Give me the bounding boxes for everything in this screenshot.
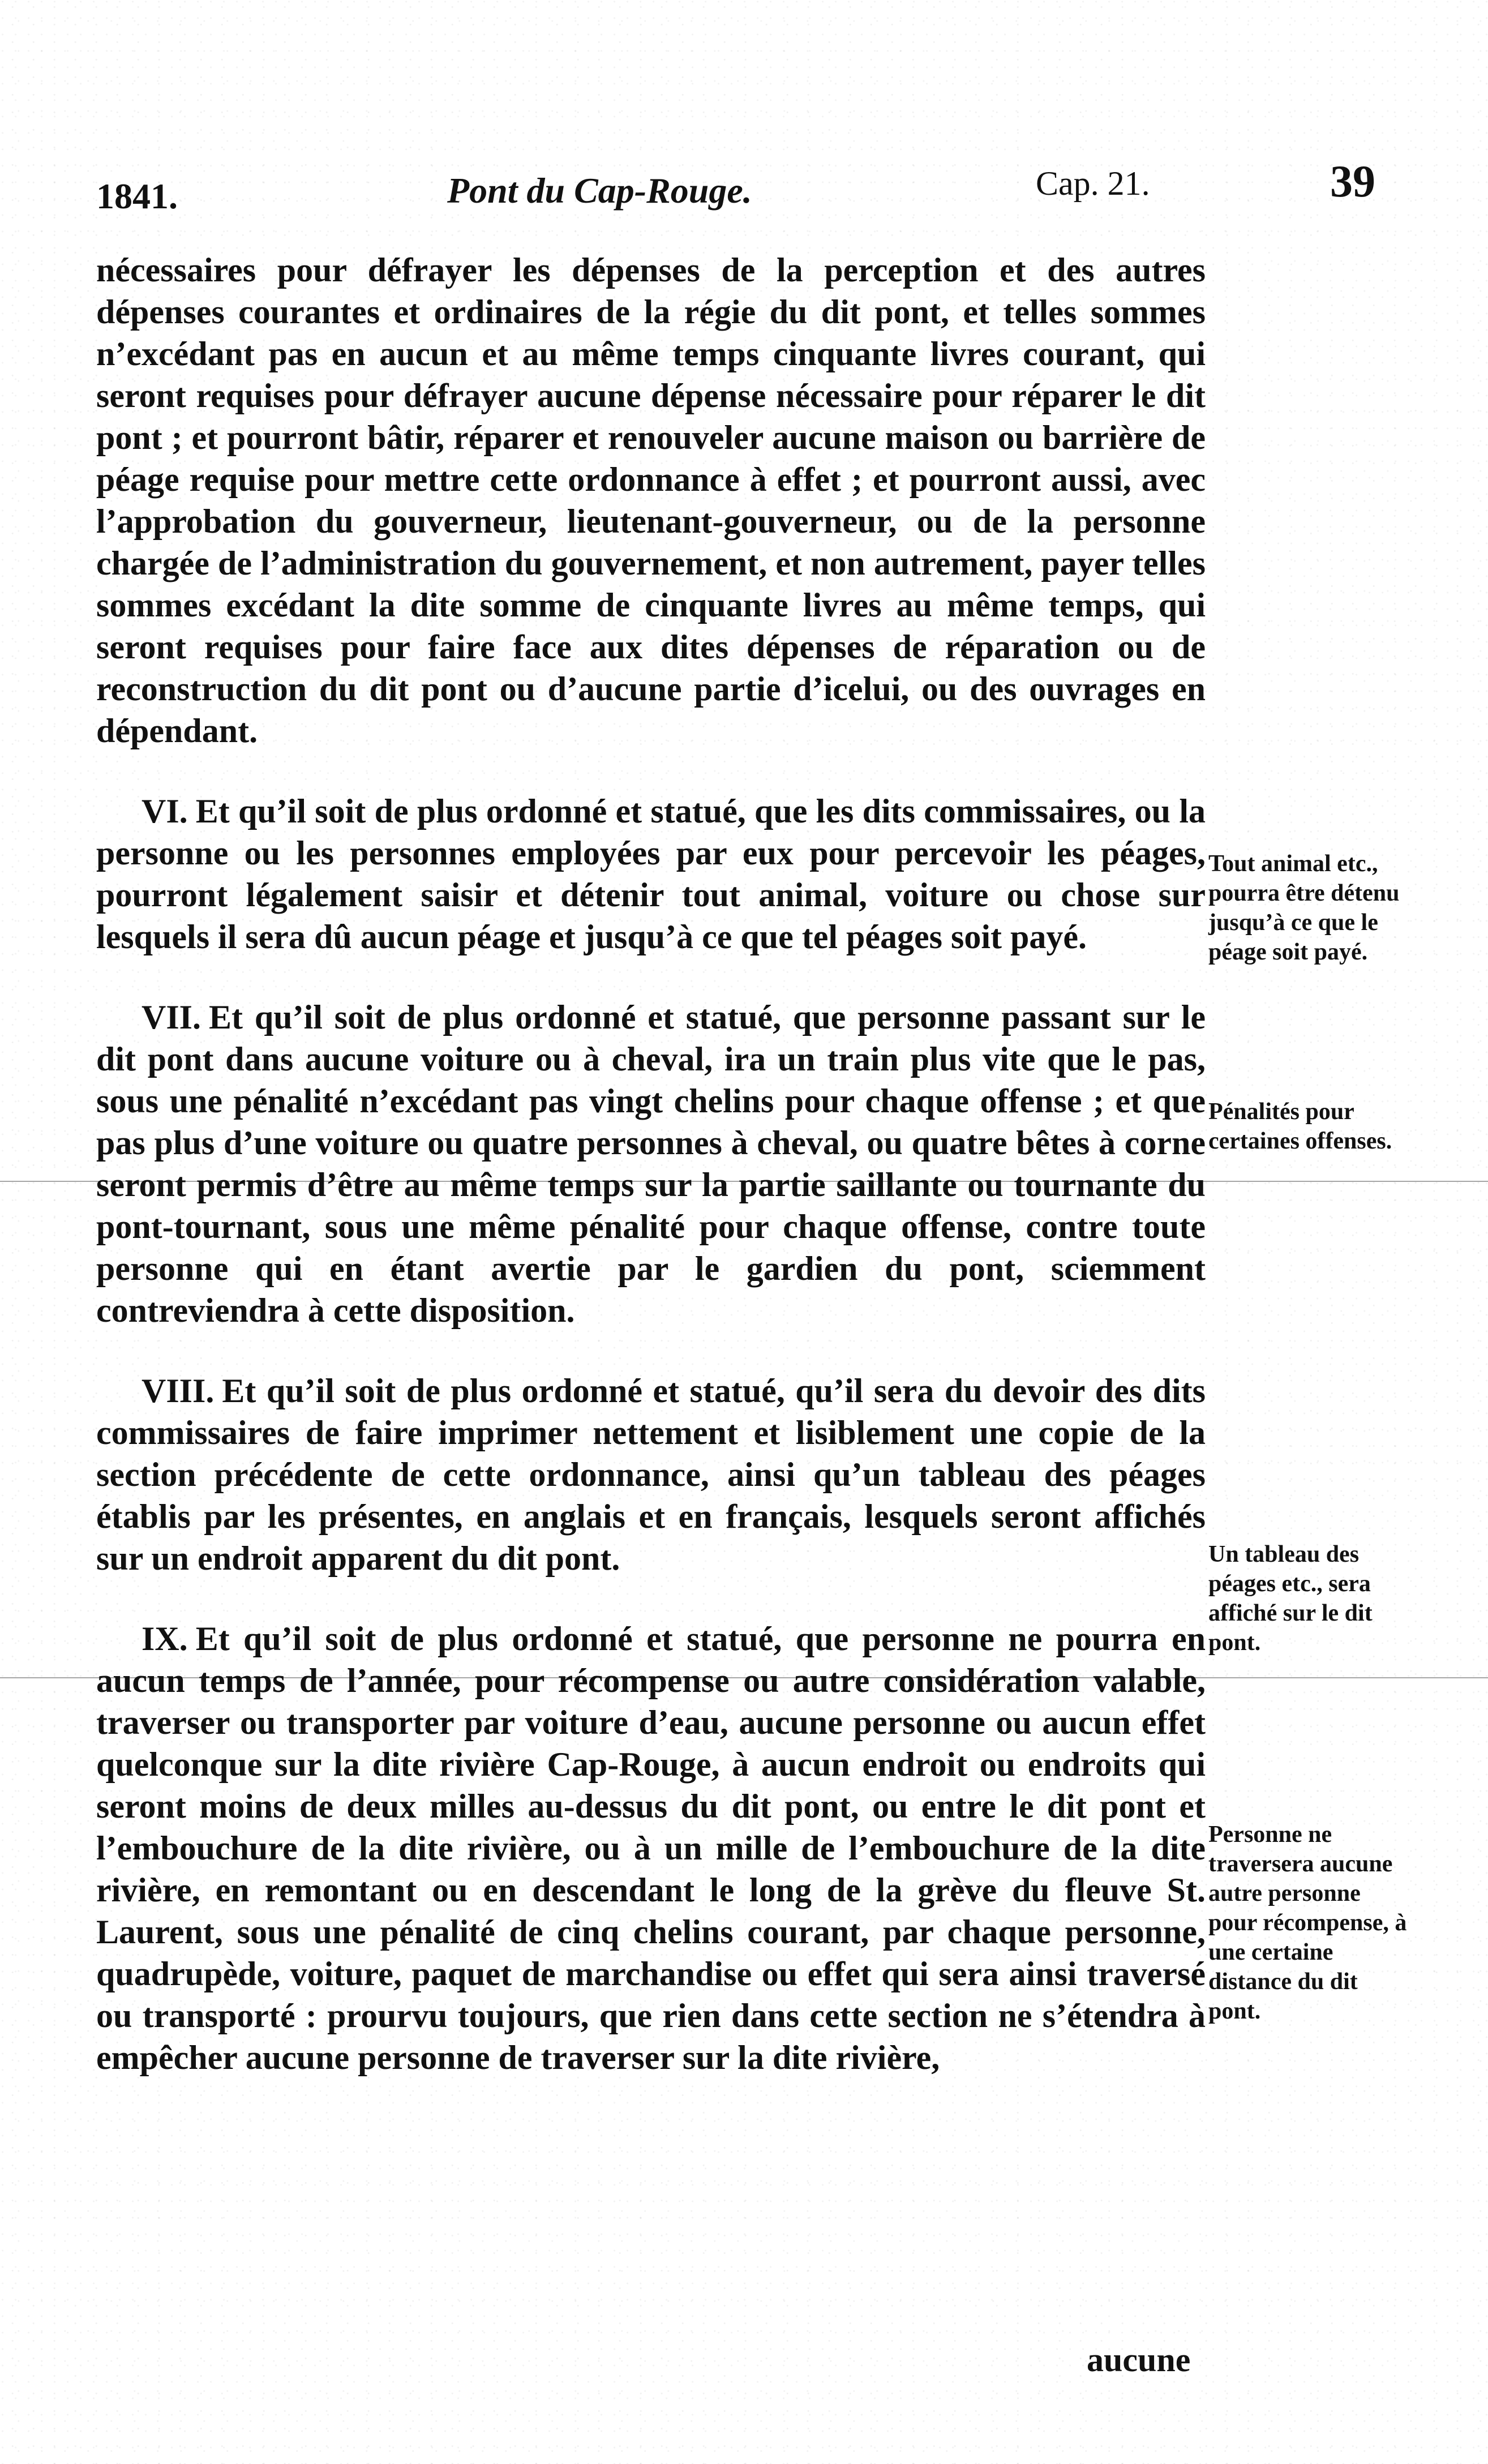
- section-number: IX.: [141, 1620, 188, 1657]
- margin-note-section-9: Personne ne traversera aucune autre personne pour récompense, à une certaine distance du dit pont.: [1208, 1822, 1407, 2024]
- section-number: VII.: [141, 999, 201, 1036]
- section-ix: [96, 1618, 1206, 2079]
- section-number: VI.: [141, 792, 188, 830]
- paragraph-text: Et qu’il soit de plus ordonné et statué, que personne passant sur le dit pont dans aucune voiture ou à cheval, ira un train plus vite que le pas, sous une pénalité n’excédant pas vingt chelins pour chaque offense ; et que pas plus d’une voiture ou quatre personnes à cheval, ou quatre bêtes à corne seront permis d’être au même temps sur la partie saillante ou tournante du pont-tournant, sous une même pénalité pour chaque offense, contre toute personne qui en étant avertie par le gardien du pont, sciemment contreviendra à cette disposition.: [96, 999, 1206, 1329]
- margin-note-section-6: Tout animal etc., pourra être détenu jusqu’à ce que le péage soit payé.: [1208, 851, 1400, 965]
- margin-note-section-7: Pénalités pour certaines offenses.: [1208, 1099, 1392, 1154]
- paragraph-text: Et qu’il soit de plus ordonné et statué, que les dits commissaires, ou la personne ou les personnes employées par eux pour percevoir les péages, pourront légalement saisir et détenir tout animal, voiture ou chose sur lesquels il sera dû aucun péage et jusqu’à ce que tel péages soit payé.: [96, 792, 1206, 955]
- margin-note-section-8: Un tableau des péages etc., sera affiché sur le dit pont.: [1208, 1541, 1373, 1656]
- header-year: 1841.: [96, 176, 178, 216]
- header-chapter: Cap. 21.: [1036, 165, 1150, 202]
- body-text: [96, 249, 1206, 2117]
- page-number: 39: [1330, 157, 1375, 207]
- page-header: [96, 157, 1432, 226]
- paragraph-text: nécessaires pour défrayer les dépenses de la perception et des autres dépenses courantes et ordinaires de la régie du dit pont, et telles sommes n’excédant pas en aucun et au même temps cinquante livres courant, qui seront requises pour défrayer aucune dépense nécessaire pour réparer le dit pont ; et pourront bâtir, réparer et renouveler aucune maison ou barrière de péage requise pour mettre cette ordonnance à effet ; et pourront aussi, avec l’approbation du gouverneur, lieutenant-gouverneur, ou de la personne chargée de l’administration du gouvernement, et non autrement, payer telles sommes excédant la dite somme de cinquante livres au même temps, qui seront requises pour faire face aux dites dépenses de réparation ou de reconstruction du dit pont ou d’aucune partie d’icelui, ou des ouvrages en dépendant.: [96, 251, 1206, 749]
- paragraph-text: Et qu’il soit de plus ordonné et statué, que personne ne pourra en aucun temps de l’année, pour récompense ou autre considération valable, traverser ou transporter par voiture d’eau, aucune personne ou aucun effet quelconque sur la dite rivière Cap-Rouge, à aucun endroit ou endroits qui seront moins de deux milles au-dessus du dit pont, ou entre le dit pont et l’embouchure de la dite rivière, ou à un mille de l’embouchure de la dite rivière, en remontant ou en descendant le long de la grève du fleuve St. Laurent, sous une pénalité de cinq chelins courant, par chaque personne, quadrupède, voiture, paquet de marchandise ou effet qui sera ainsi traversé ou transporté : prourvu toujours, que rien dans cette section ne s’étendra à empêcher aucune personne de traverser sur la dite rivière,: [96, 1620, 1206, 2076]
- section-vii: [96, 996, 1206, 1331]
- paragraph-continued: [96, 249, 1206, 752]
- section-vi: [96, 790, 1206, 958]
- section-number: VIII.: [141, 1372, 215, 1409]
- paragraph-text: Et qu’il soit de plus ordonné et statué, qu’il sera du devoir des dits commissaires de faire imprimer nettement et lisiblement une copie de la section précédente de cette ordonnance, ainsi qu’un tableau des péages établis par les présentes, en anglais et en français, lesquels seront affichés sur un endroit apparent du dit pont.: [96, 1372, 1206, 1577]
- section-viii: [96, 1370, 1206, 1579]
- catchword: aucune: [1087, 2341, 1191, 2379]
- header-title: Pont du Cap-Rouge.: [447, 170, 752, 211]
